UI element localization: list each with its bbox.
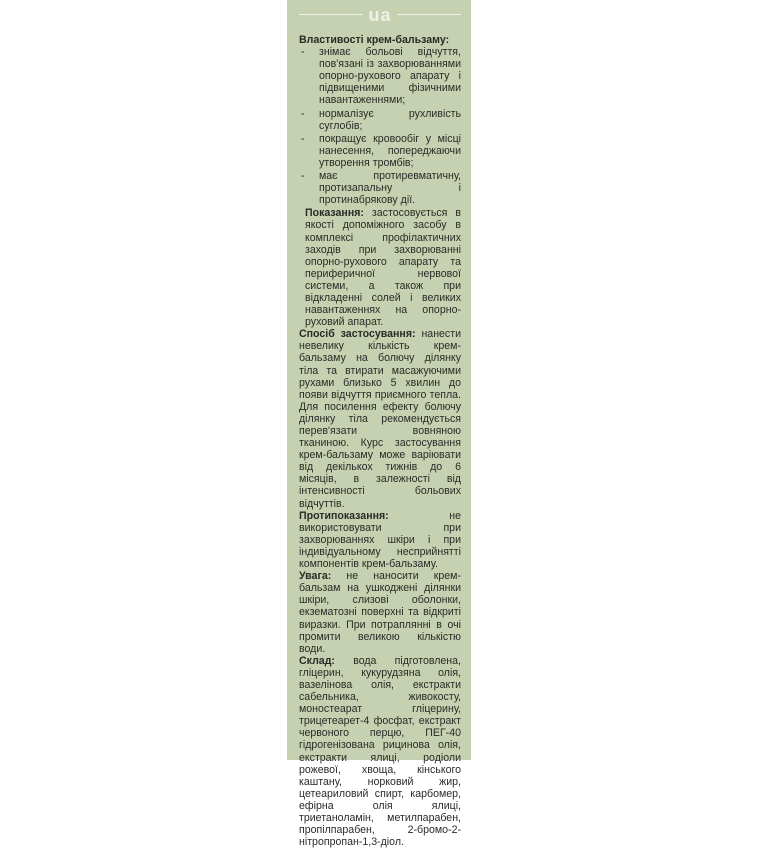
composition-text: вода підготовлена, гліцерин, кукурудзяна олія, вазелінова олія, екстракти сабельника, живокосту, моностеарат гліцерину, трицетеарет-4 фосфат, екстракт червоного перцю, ПЕГ-40 гідрогенізована рицинова олія, екстракти ялиці, родіоли рожевої, хвоща, кінського каштану, норковий жир, цетеариловий спирт, карбомер, ефірна олія ялиці, триетаноламін, метилпарабен, пропілпарабен, 2-бромо-2-нітропропан-1,3-діол. <box>299 654 461 848</box>
language-code: ua <box>368 5 392 25</box>
indications-label: Показання: <box>305 207 364 220</box>
label-strip <box>287 0 471 848</box>
warning-label: Увага: <box>299 570 332 583</box>
contraindications-text: не використовувати при захворюваннях шкіри і при індивідуальному несприйнятті компонентів крем-бальзаму. <box>299 509 461 571</box>
properties-list <box>299 46 461 206</box>
bullet-dash: - <box>301 132 305 145</box>
label-header <box>299 0 461 34</box>
usage-text: нанести невелику кількість крем-бальзаму на болючу ділянку тіла та втирати масажуючими рухами близько 5 хвилин до появи відчуття приємного тепла. Для посилення ефекту болючу ділянку тіла рекомендується перев'язати вовняною тканиною. Курс застосування крем-бальзаму може варіювати від декількох тижнів до 6 місяців, в залежності від інтенсивності больових відчуттів. <box>299 328 462 510</box>
usage-label: Спосіб застосування: <box>299 328 416 341</box>
label-text <box>299 34 461 848</box>
header-divider-right <box>397 14 461 15</box>
usage-section <box>299 328 461 509</box>
warning-section <box>299 570 461 655</box>
contraindications-label: Протипоказання: <box>299 509 389 522</box>
properties-item: - покращує кровообіг у місці нанесення, попереджаючи утворення тромбів; <box>301 132 461 169</box>
bullet-dash: - <box>301 46 305 59</box>
warning-text: не наносити крем-бальзам на ушкоджені ділянки шкіри, слизові оболонки, екзематозні поверхні та відкриті виразки. При потраплянні в очі промити великою кількістю води. <box>299 570 461 655</box>
indications-text: застосовується в якості допоміжного засобу в комплексі профілактичних заходів при захворюванні опорно-рухового апарату та периферичної нервової системи, а також при відкладенні солей і великих навантаженнях на опорно-руховий апарат. <box>305 207 461 329</box>
indications-section <box>299 207 461 328</box>
bullet-dash: - <box>301 170 305 183</box>
properties-title: Властивості крем-бальзаму: <box>299 34 450 46</box>
composition-section <box>299 655 461 848</box>
properties-item: - нормалізує рухливість суглобів; <box>301 107 461 132</box>
header-divider-left <box>299 14 363 15</box>
properties-item: - має протиревматичну, протизапальну і протинабрякову дії. <box>301 170 461 207</box>
contraindications-section <box>299 510 461 570</box>
bullet-dash: - <box>301 107 305 120</box>
properties-item: - знімає больові відчуття, пов'язані із захворюваннями опорно-рухового апарату і підвищеними фізичними навантаженнями; <box>301 46 461 107</box>
composition-label: Склад: <box>299 654 335 667</box>
